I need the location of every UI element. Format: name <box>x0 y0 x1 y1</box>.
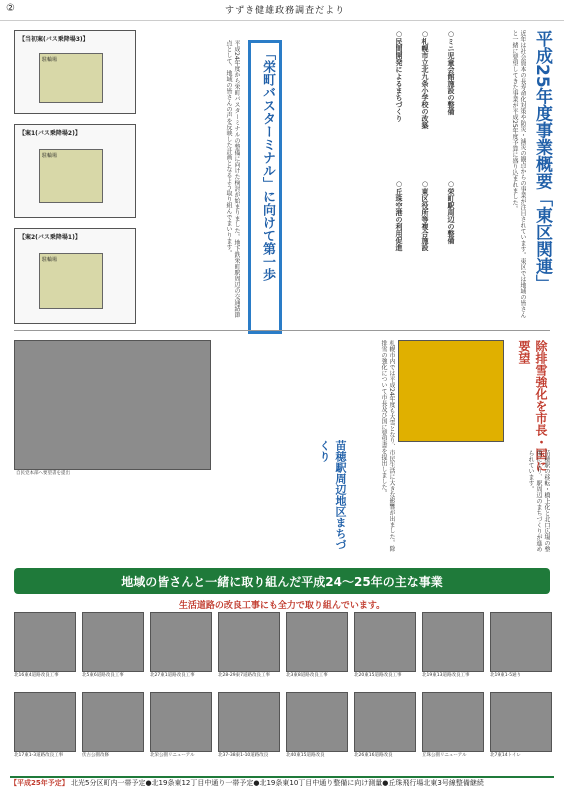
diagram-plan-2: 【案2(バス乗降場1)】 駐輪場 <box>14 228 136 324</box>
budget-item: ○栄町駅周辺の整備 <box>447 180 455 244</box>
page-header <box>0 0 564 21</box>
road-photo <box>286 612 348 672</box>
photo-caption: 北28-29東7道路改良工事 <box>218 673 270 678</box>
footer-label: 【平成25年予定】 <box>10 779 69 787</box>
photo-caption: 北27東1道路改良工事 <box>150 673 195 678</box>
road-photo <box>218 692 280 752</box>
budget-item: ○東区役所等複合施設 <box>421 180 429 251</box>
meeting-photo-caption: 自民党本部へ要望書を提出 <box>16 471 70 476</box>
photo-caption: 丘珠公園リニューアル <box>422 753 467 758</box>
photo-caption: 北7東14トイレ <box>490 753 521 758</box>
terminal-text: 平成24年度から栄町バスターミナルの整備に向けた検討が始まりました。地下鉄栄町駅周辺の交通結節点として、地域の皆さんの声を反映した計画となるよう取り組んでまいります。 <box>225 40 240 318</box>
budget-items <box>300 30 455 320</box>
road-photo <box>82 612 144 672</box>
terminal-title: 「栄町バスターミナル」に向けて第一歩 <box>248 40 282 334</box>
budget-item: ○丘珠空港の利用促進 <box>395 180 403 251</box>
section-divider <box>14 330 550 331</box>
banner-title: 地域の皆さんと一緒に取り組んだ平成24～25年の主な事業 <box>121 575 443 589</box>
newsletter-name: すずき健雄政務調査だより <box>225 6 346 16</box>
intro-text: 近年は社会資本の長寿命化対策や防災・減災の観点からの事業が注目されています。東区では地域の皆さんと一緒に要望してきた事業が平成25年度予算に盛り込まれました。 <box>511 30 526 318</box>
road-photo <box>354 692 416 752</box>
road-photo <box>150 612 212 672</box>
photo-caption: 北37-38東1-10道路改良 <box>218 753 269 758</box>
road-photo <box>422 612 484 672</box>
photo-caption: 伏古公園改修 <box>82 753 109 758</box>
diagram-plan-1: 【案1(バス乗降場2)】 駐輪場 <box>14 124 136 218</box>
road-photo <box>490 612 552 672</box>
photo-caption: 北17東1-3道路改良工事 <box>14 753 64 758</box>
photo-caption: 北20東15道路改良工事 <box>354 673 402 678</box>
road-photo <box>422 692 484 752</box>
photo-caption: 北栄公園リニューアル <box>150 753 195 758</box>
snow-removal-title: 除排雪強化を市長・国に要望 <box>517 340 548 472</box>
building-shape: 駐輪場 <box>39 53 103 103</box>
road-photo <box>286 692 348 752</box>
road-photo <box>354 612 416 672</box>
road-photo <box>490 692 552 752</box>
naebo-title: 苗穂駅周辺地区まちづくり <box>318 440 347 550</box>
footer-text: 北光5分区町内一帯予定●北19条東12丁目中通り一帯予定●北19条東10丁目中通り整備に向け測量●丘珠飛行場北東3号線整備継続 <box>70 779 484 787</box>
photo-caption: 北3東8道路改良工事 <box>286 673 328 678</box>
building-shape: 駐輪場 <box>39 253 103 309</box>
budget-item: ○民間開発によるまちづくり <box>395 30 403 122</box>
page-number: ② <box>6 3 15 14</box>
photo-caption: 北40東15道路改良 <box>286 753 325 758</box>
road-photo <box>150 692 212 752</box>
banner-subtitle: 生活道路の改良工事にも全力で取り組んでいます。 <box>178 601 386 611</box>
photo-caption: 北5東6道路改良工事 <box>82 673 124 678</box>
photo-caption: 北16東4道路改良工事 <box>14 673 59 678</box>
budget-item: ○ミニ児童会館施設の整備 <box>447 30 455 115</box>
snow-plow-photo <box>398 340 504 442</box>
photo-caption: 北19東1-5通り <box>490 673 522 678</box>
photo-grid <box>14 612 550 772</box>
road-photo <box>82 692 144 752</box>
achievements-banner <box>14 568 550 594</box>
meeting-photo <box>14 340 211 470</box>
photo-caption: 北26東16道路改良 <box>354 753 393 758</box>
middle-text-block: 札幌市内では平成24年度も大雪となり、市民生活に大きな影響が出ました。除排雪の強化について市長及び国に要望書を提出しました。 <box>380 340 395 552</box>
main-title: 平成25年度事業概要「東区関連」 <box>532 30 552 292</box>
road-photo <box>14 692 76 752</box>
naebo-text: 苗穂駅の移転・橋上化と北口広場の整備により、駅周辺のまちづくりが進められています。 <box>527 450 550 552</box>
budget-item: ○札幌市立北九条小学校の改築 <box>421 30 429 129</box>
photo-caption: 北19東13道路改良工事 <box>422 673 470 678</box>
footer-schedule <box>10 776 554 794</box>
building-shape: 駐輪場 <box>39 149 103 203</box>
road-photo <box>14 612 76 672</box>
road-photo <box>218 612 280 672</box>
diagram-original-plan: 【当初案(バス乗降場3)】 駐輪場 <box>14 30 136 114</box>
